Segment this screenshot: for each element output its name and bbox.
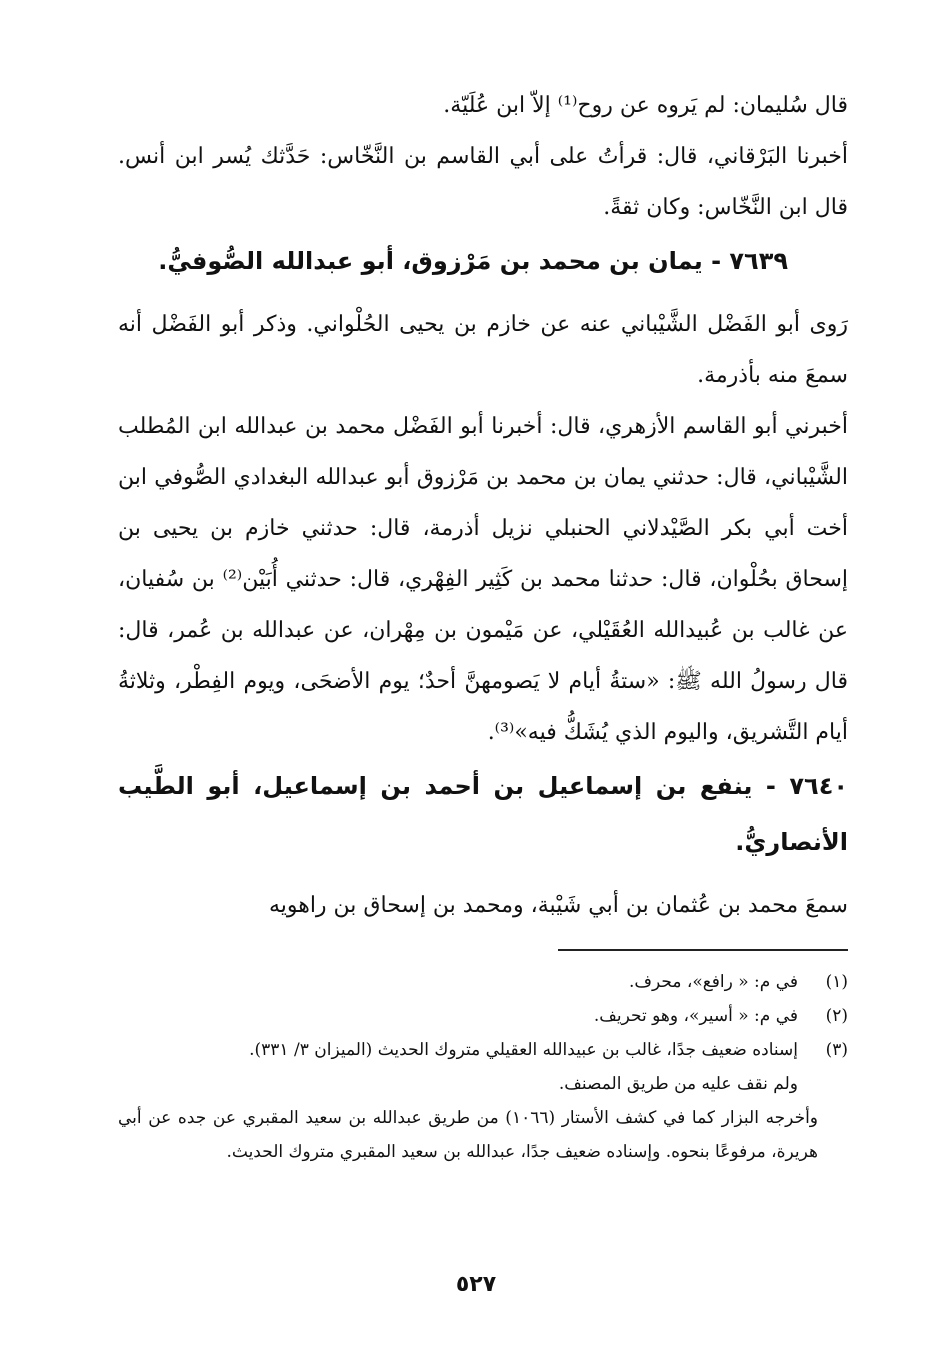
entry-heading-7640: ٧٦٤٠ - ينفع بن إسماعيل بن أحمد بن إسماعيل، أبو الطَّيب الأنصاريُّ.: [118, 772, 848, 856]
page-number: ٥٢٧: [455, 1272, 497, 1297]
entry-heading-7639: ٧٦٣٩ - يمان بن محمد بن مَرْزوق، أبو عبدالله الصُّوفيُّ.: [158, 247, 788, 275]
footnote-text: في م: « أسير»، وهو تحريف.: [593, 1006, 798, 1026]
footnote-divider: [558, 949, 848, 951]
footnote-2: [118, 999, 848, 1033]
footnote-number: (٢): [825, 1006, 848, 1026]
footnote-number: (١): [825, 972, 848, 992]
paragraph-2: أخبرنا البَرْقاني، قال: قرأتُ على أبي القاسم بن النَّخّاس: حَدَّثك يُسر ابن أنس. قال ابن النَّخّاس: وكان ثقةً.: [118, 144, 848, 220]
paragraph-1: قال سُليمان: لم يَروه عن روح⁽¹⁾ إلاّ ابن عُلَيّة.: [443, 93, 848, 118]
footnote-3: [118, 1033, 848, 1067]
paragraph-4: أخبرني أبو القاسم الأزهري، قال: أخبرنا أبو الفَضْل محمد بن عبدالله ابن المُطلب الشَّيْباني، قال: حدثني يمان بن محمد بن مَرْزوق أبو عبدالله البغدادي الصُّوفي ابن أخت أبي بكر الصَّيْدلاني الحنبلي نزيل أذرمة، قال: حدثني خازم بن يحيى بن إسحاق بحُلْوان، قال: حدثنا محمد بن كَثِير الفِهْري، قال: حدثني أُبَيْن⁽²⁾ بن سُفيان، عن غالب بن عُبيدالله العُقَيْلي، عن مَيْمون بن مِهْران، عن عبدالله بن عُمر، قال: قال رسولُ الله ﷺ: «ستةُ أيام لا يَصومهنَّ أحدٌ؛ يوم الأضحَى، ويوم الفِطْر، وثلاثةُ أيام التَّشريق، واليوم الذي يُشَكُّ فيه»⁽³⁾.: [118, 414, 848, 745]
footnote-1: [118, 965, 848, 999]
paragraph-3: رَوى أبو الفَضْل الشَّيْباني عنه عن خازم بن يحيى الحُلْواني. وذكر أبو الفَضْل أنه سمعَ منه بأذرمة.: [118, 312, 848, 388]
footnote-text: في م: « رافع»، محرف.: [628, 972, 798, 992]
footnote-number: (٣): [825, 1040, 848, 1060]
footnote-3-continuation: ولم نقف عليه من طريق المصنف.: [558, 1074, 798, 1094]
footnote-text: إسناده ضعيف جدًا، غالب بن عبيدالله العقيلي متروك الحديث (الميزان ٣/ ٣٣١).: [249, 1040, 798, 1060]
paragraph-5: سمعَ محمد بن عُثمان بن أبي شَيْبة، ومحمد بن إسحاق بن راهويه: [268, 893, 848, 918]
footnote-3-continuation-2: وأخرجه البزار كما في كشف الأستار (١٠٦٦) من طريق عبدالله بن سعيد المقبري عن جده عن أبي هريرة، مرفوعًا بنحوه. وإسناده ضعيف جدًا، عبدالله بن سعيد المقبري متروك الحديث.: [118, 1108, 819, 1162]
page-body: [118, 80, 848, 1169]
